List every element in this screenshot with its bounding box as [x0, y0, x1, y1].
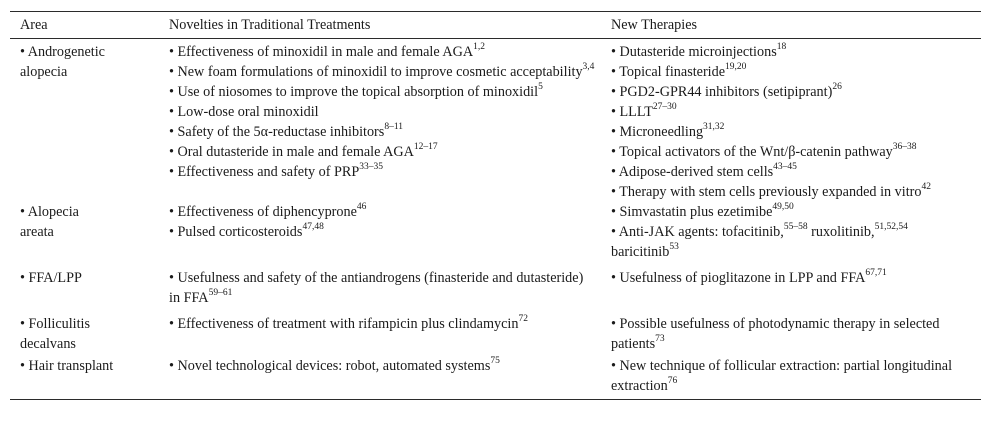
- list-item: • Topical activators of the Wnt/β-catenin pathway$^{36-38}$: [611, 142, 917, 160]
- list-item: • Low-dose oral minoxidil: [169, 104, 319, 120]
- new-therapies-cell: [601, 308, 981, 354]
- list-item: • Therapy with stem cells previously expanded in vitro$^{42}$: [611, 182, 931, 200]
- traditional-cell: [159, 308, 601, 354]
- new-therapies-cell: [601, 39, 981, 203]
- list-item: • Novel technological devices: robot, automated systems$^{75}$: [169, 356, 500, 374]
- list-item: • Pulsed corticosteroids$^{47,48}$: [169, 222, 324, 240]
- list-item: • Safety of the 5α-reductase inhibitors$^{8-11}$: [169, 122, 403, 140]
- table-body: [10, 39, 981, 400]
- new-therapies-cell: [601, 262, 981, 308]
- list-item: • Effectiveness of diphencyprone$^{46}$: [169, 202, 367, 220]
- traditional-cell: [159, 354, 601, 400]
- header-traditional: Novelties in Traditional Treatments: [159, 12, 601, 39]
- table-row: [10, 308, 981, 354]
- area-cell: • Alopecia areata: [20, 204, 79, 240]
- header-new-therapies: New Therapies: [601, 12, 981, 39]
- area-cell: • Androgenetic alopecia: [20, 44, 105, 80]
- area-cell: • Folliculitis decalvans: [20, 316, 91, 352]
- header-row: [10, 12, 981, 39]
- table-row: [10, 202, 981, 262]
- table-row: [10, 354, 981, 400]
- list-item: • New technique of follicular extraction: partial longitudinal extraction$^{76}$: [611, 358, 953, 394]
- table-row: [10, 39, 981, 203]
- new-therapies-cell: [601, 354, 981, 400]
- list-item: • Usefulness of pioglitazone in LPP and FFA$^{67,71}$: [611, 268, 887, 286]
- therapies-table-container: [10, 11, 981, 400]
- list-item: • Topical finasteride$^{19,20}$: [611, 62, 747, 80]
- list-item: • Microneedling$^{31,32}$: [611, 122, 725, 140]
- list-item: • Oral dutasteride in male and female AGA$^{12-17}$: [169, 142, 438, 160]
- list-item: • Use of niosomes to improve the topical absorption of minoxidil$^5$: [169, 82, 543, 100]
- list-item: • Simvastatin plus ezetimibe$^{49,50}$: [611, 202, 794, 220]
- list-item: • Effectiveness and safety of PRP$^{33-35}$: [169, 162, 384, 180]
- new-therapies-cell: [601, 202, 981, 262]
- area-cell: • FFA/LPP: [20, 270, 82, 286]
- header-area: Area: [10, 12, 159, 39]
- list-item: • Dutasteride microinjections$^{18}$: [611, 42, 787, 60]
- list-item: • New foam formulations of minoxidil to improve cosmetic acceptability$^{3,4}$: [169, 62, 595, 80]
- list-item: • Adipose-derived stem cells$^{43-45}$: [611, 162, 797, 180]
- list-item: • Anti-JAK agents: tofacitinib,$^{55-58}$ ruxolitinib,$^{51,52,54}$ baricitinib$^{53}$: [611, 222, 908, 260]
- therapies-table: [10, 11, 981, 400]
- area-cell: • Hair transplant: [10, 354, 159, 400]
- traditional-cell: [159, 262, 601, 308]
- traditional-cell: [159, 39, 601, 203]
- list-item: • Effectiveness of minoxidil in male and female AGA$^{1,2}$: [169, 42, 486, 60]
- list-item: • Effectiveness of treatment with rifampicin plus clindamycin$^{72}$: [169, 314, 528, 332]
- traditional-cell: [159, 202, 601, 262]
- table-header: [10, 12, 981, 39]
- list-item: • PGD2-GPR44 inhibitors (setipiprant)$^{26}$: [611, 82, 842, 100]
- list-item: • Usefulness and safety of the antiandrogens (finasteride and dutasteride) in FFA$^{59-61}$: [169, 270, 584, 306]
- list-item: • Possible usefulness of photodynamic therapy in selected patients$^{73}$: [611, 316, 940, 352]
- list-item: • LLLT$^{27-30}$: [611, 102, 677, 120]
- table-row: [10, 262, 981, 308]
